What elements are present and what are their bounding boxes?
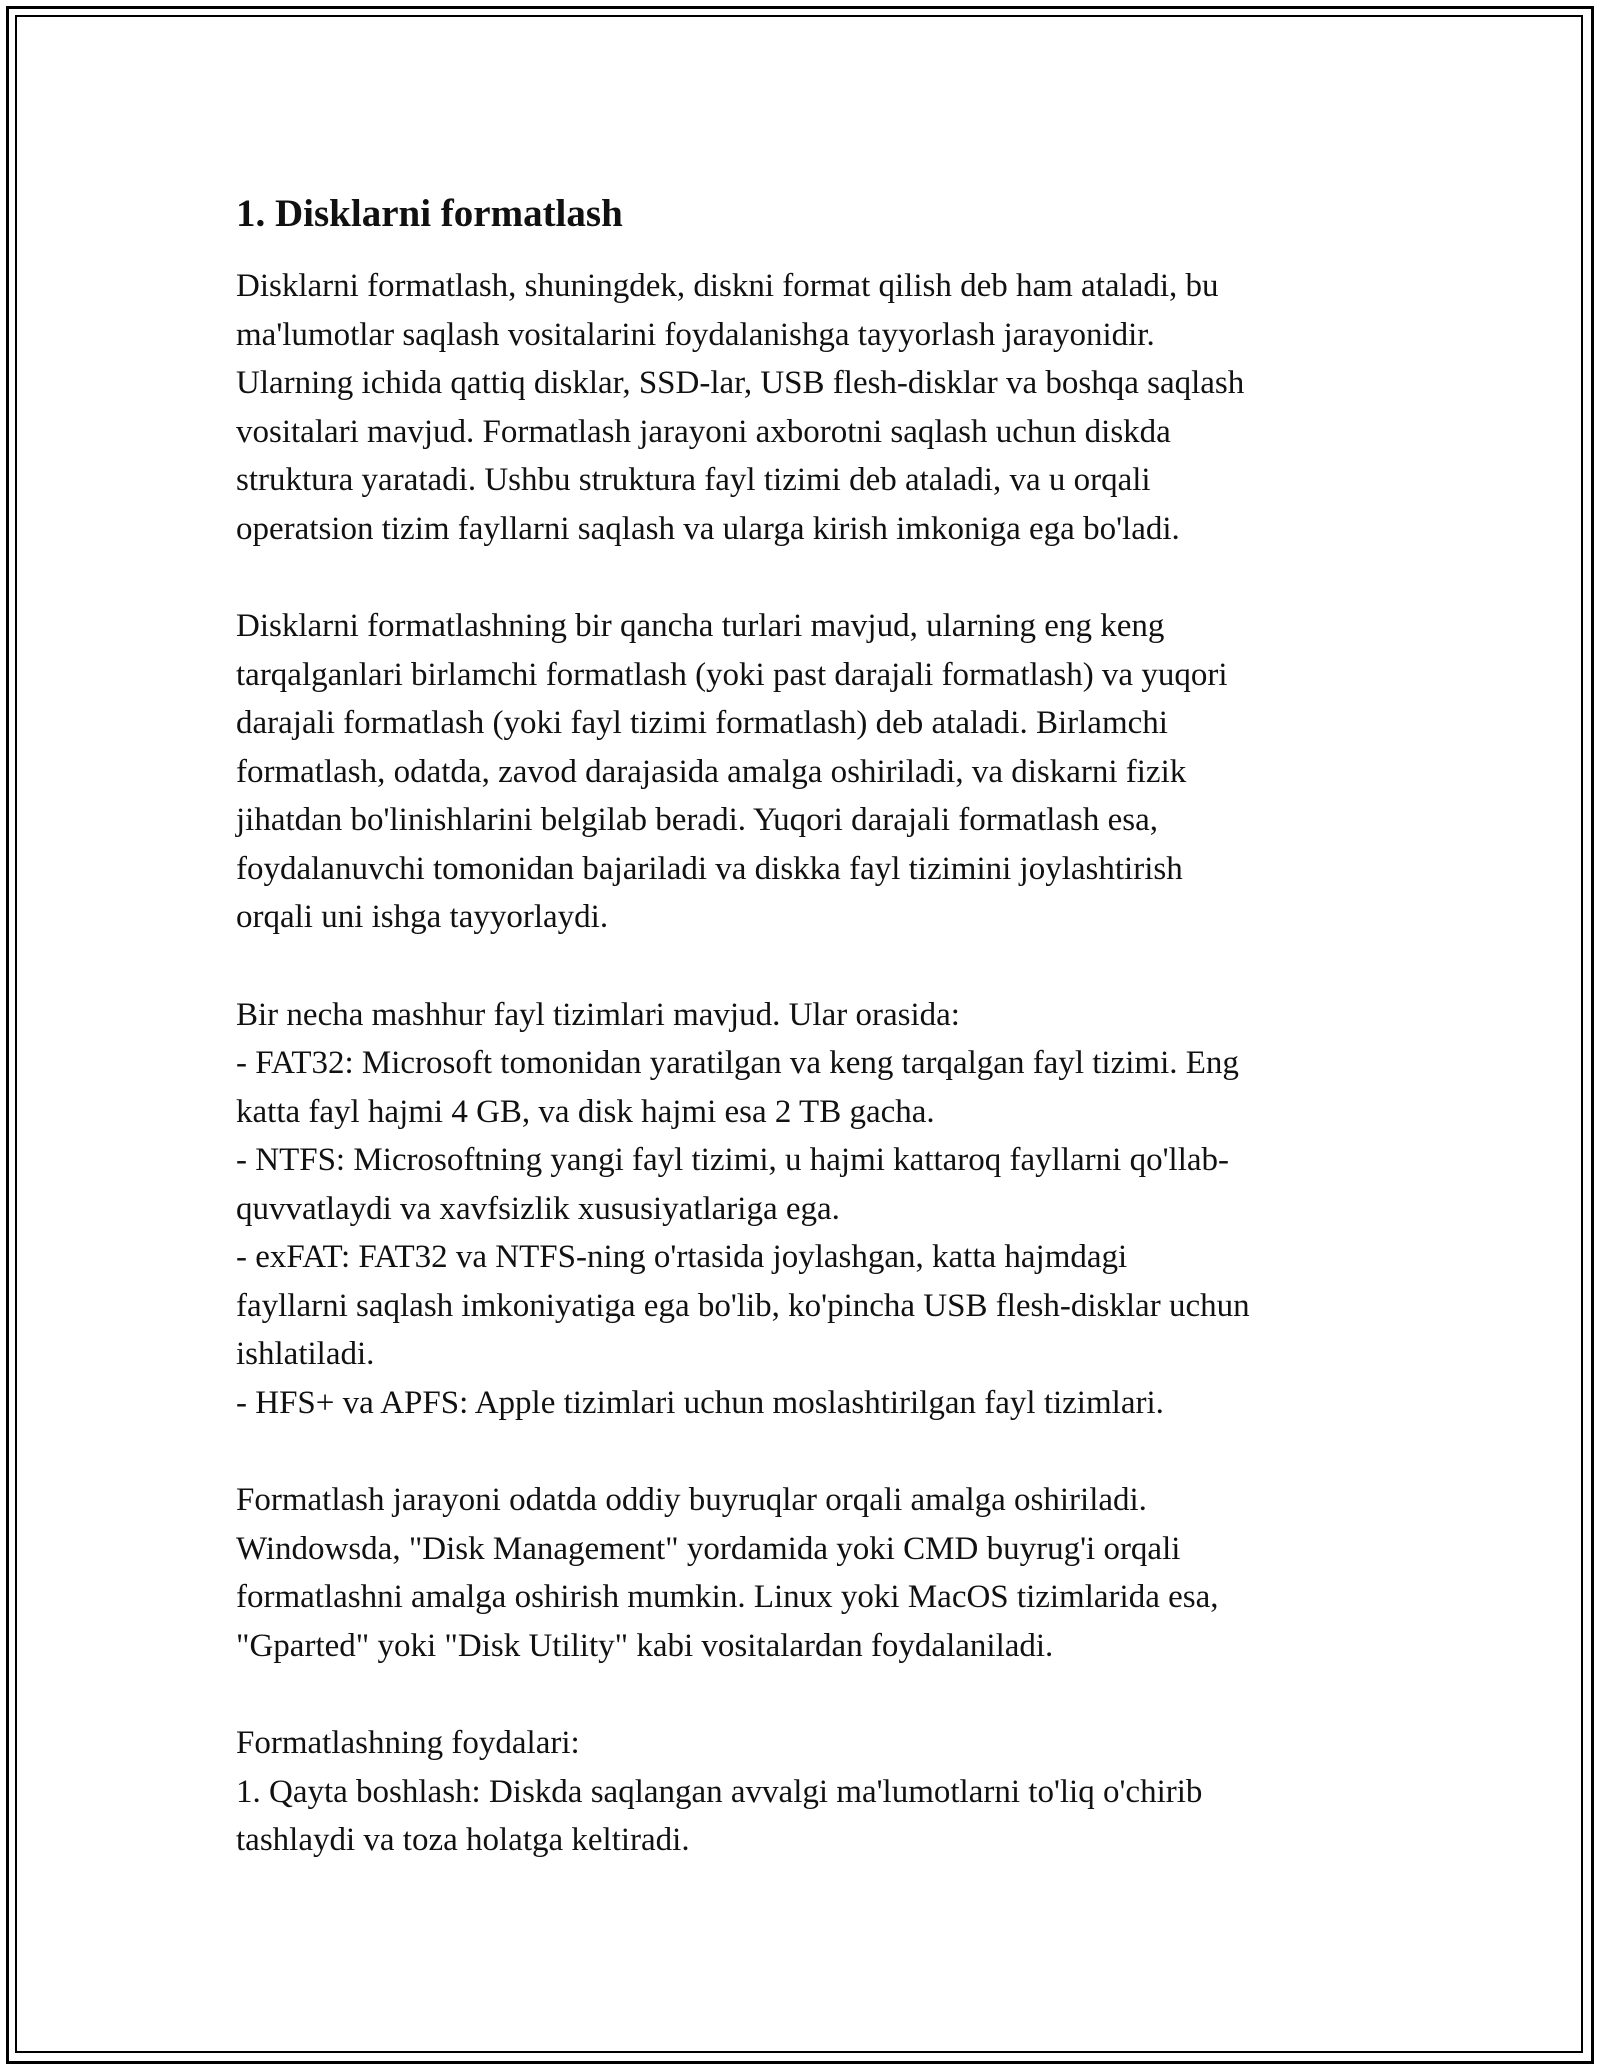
paragraph-format-tools: [236, 1476, 1366, 1670]
list-line: 1. Qayta boshlash: Diskda saqlangan avvalgi ma'lumotlarni to'liq o'chirib: [236, 1773, 1203, 1810]
text-line: Disklarni formatlashning bir qancha turlari mavjud, ularning eng keng: [236, 608, 1165, 644]
text-line: ma'lumotlar saqlash vositalarini foydalanishga tayyorlash jarayonidir.: [236, 316, 1155, 353]
paragraph-intro: [236, 262, 1366, 553]
list-line: katta fayl hajmi 4 GB, va disk hajmi esa 2 TB gacha.: [236, 1093, 935, 1130]
text-line: jihatdan bo'linishlarini belgilab beradi. Yuqori darajali formatlash esa,: [236, 802, 1159, 838]
paragraph-benefits: [236, 1719, 1366, 1865]
text-line: Formatlashning foydalari:: [236, 1725, 580, 1761]
list-line: fayllarni saqlash imkoniyatiga ega bo'lib, ko'pincha USB flesh-disklar uchun: [236, 1287, 1250, 1324]
text-line: tarqalganlari birlamchi formatlash (yoki past darajali formatlash) va yuqori: [236, 656, 1228, 693]
text-line: struktura yaratadi. Ushbu struktura fayl tizimi deb ataladi, va u orqali: [236, 462, 1151, 498]
document-body: [236, 186, 1366, 1865]
text-line: darajali formatlash (yoki fayl tizimi formatlash) deb ataladi. Birlamchi: [236, 705, 1168, 741]
list-line: - NTFS: Microsoftning yangi fayl tizimi, u hajmi kattaroq fayllarni qo'llab-: [236, 1142, 1229, 1178]
text-line: operatsion tizim fayllarni saqlash va ularga kirish imkoniga ega bo'ladi.: [236, 510, 1180, 547]
text-line: formatlash, odatda, zavod darajasida amalga oshiriladi, va diskarni fizik: [236, 753, 1187, 790]
text-line: formatlashni amalga oshirish mumkin. Linux yoki MacOS tizimlarida esa,: [236, 1579, 1219, 1615]
text-line: foydalanuvchi tomonidan bajariladi va diskka fayl tizimini joylashtirish: [236, 850, 1183, 887]
text-line: Formatlash jarayoni odatda oddiy buyruqlar orqali amalga oshiriladi.: [236, 1482, 1147, 1518]
paragraph-file-systems: [236, 991, 1366, 1428]
paragraph-format-types: [236, 602, 1366, 942]
text-line: "Gparted" yoki "Disk Utility" kabi vositalardan foydalaniladi.: [236, 1627, 1054, 1664]
list-line: - exFAT: FAT32 va NTFS-ning o'rtasida joylashgan, katta hajmdagi: [236, 1239, 1128, 1275]
list-line: - FAT32: Microsoft tomonidan yaratilgan va keng tarqalgan fayl tizimi. Eng: [236, 1045, 1239, 1081]
text-line: vositalari mavjud. Formatlash jarayoni axborotni saqlash uchun diskda: [236, 413, 1171, 450]
text-line: Bir necha mashhur fayl tizimlari mavjud. Ular orasida:: [236, 996, 960, 1033]
text-line: Windowsda, "Disk Management" yordamida yoki CMD buyrug'i orqali: [236, 1530, 1181, 1567]
list-line: ishlatiladi.: [236, 1336, 375, 1372]
list-line: tashlaydi va toza holatga keltiradi.: [236, 1822, 690, 1858]
list-line: quvvatlaydi va xavfsizlik xususiyatlariga ega.: [236, 1190, 840, 1227]
list-line: - HFS+ va APFS: Apple tizimlari uchun moslashtirilgan fayl tizimlari.: [236, 1384, 1164, 1421]
text-line: Disklarni formatlash, shuningdek, diskni format qilish deb ham ataladi, bu: [236, 268, 1219, 304]
text-line: Ularning ichida qattiq disklar, SSD-lar, USB flesh-disklar va boshqa saqlash: [236, 365, 1245, 401]
document-title: 1. Disklarni formatlash: [236, 192, 623, 235]
text-line: orqali uni ishga tayyorlaydi.: [236, 899, 609, 935]
